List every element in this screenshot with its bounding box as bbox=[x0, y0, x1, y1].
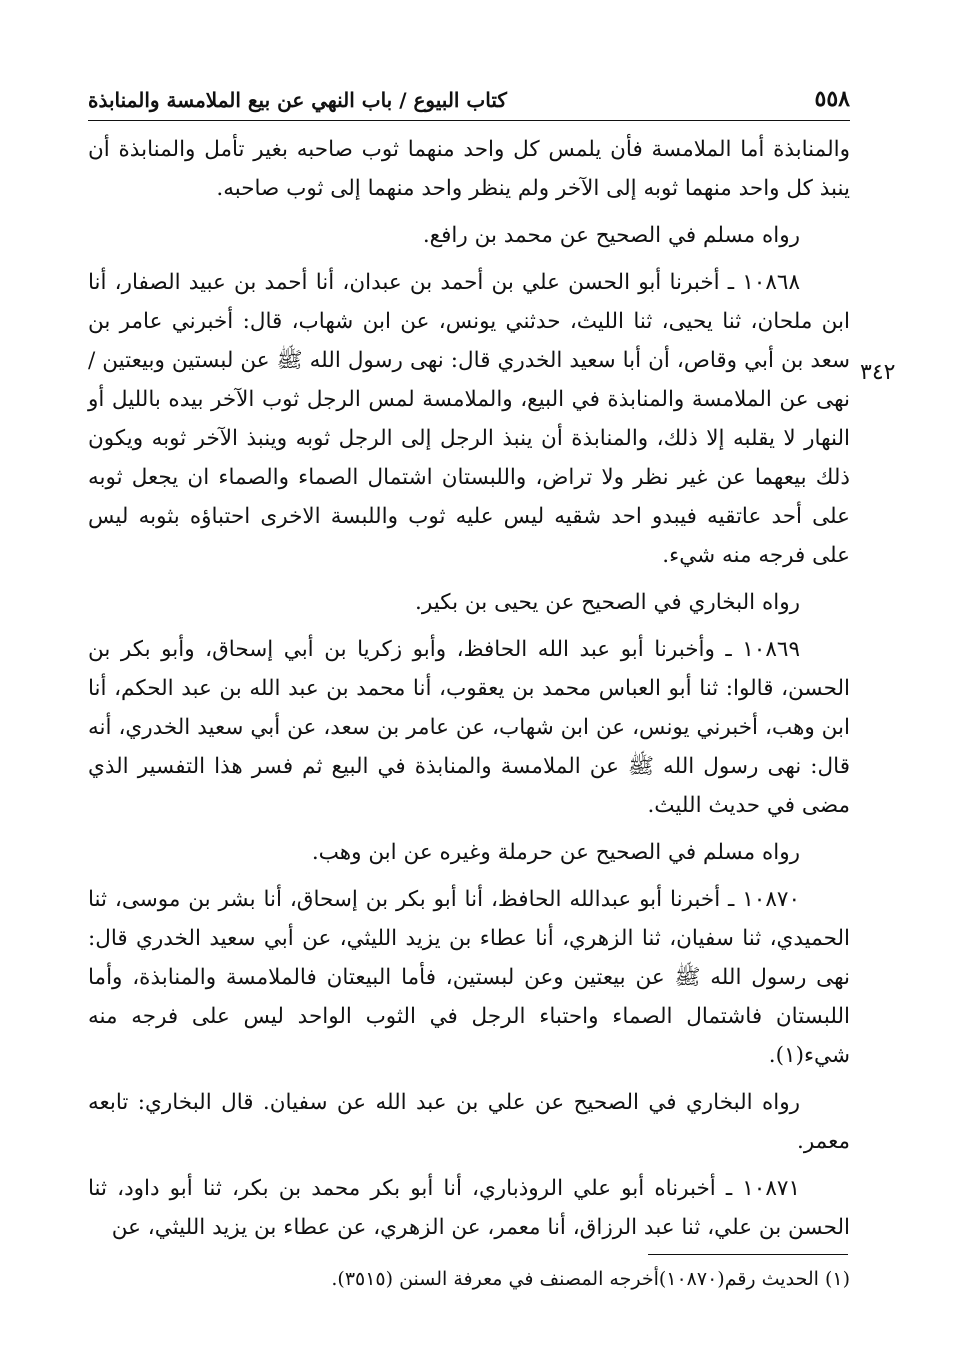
narration-note: رواه البخاري في الصحيح عن يحيى بن بكير. bbox=[415, 590, 800, 615]
main-text bbox=[88, 130, 850, 1255]
hadith-10868: ١٠٨٦٨ ـ أخبرنا أبو الحسن علي بن أحمد بن عبدان، أنا أحمد بن عبيد الصفار، أنا ابن ملحان، ثنا يحيى، ثنا الليث، حدثني يونس، عن ابن شهاب، قال: أخبرني عامر بن سعد بن أبي وقاص، أن أبا سعيد الخدري قال: نهى رسول الله ﷺ عن لبستين وبيعتين / نهى عن الملامسة والمنابذة في البيع، والملامسة لمس الرجل ثوب الآخر بيده بالليل أو النهار لا يقلبه إلا ذلك، والمنابذة أن ينبذ الرجل إلى الرجل ثوبه وينبذ الآخر ثوبه ويكون ذلك بيعهما عن غير نظر ولا تراض، واللبستان اشتمال الصماء والصماء ان يجعل ثوبه على أحد عاتقيه فيبدو احد شقيه ليس عليه ثوب واللبسة الاخرى احتباؤه بثوبه ليس على فرجه منه شيء. bbox=[88, 270, 850, 568]
narration-note: رواه البخاري في الصحيح عن علي بن عبد الله عن سفيان. قال البخاري: تابعه معمر. bbox=[88, 1090, 850, 1154]
running-title: كتاب البيوع / باب النهي عن بيع الملامسة والمنابذة bbox=[88, 88, 507, 112]
paragraph: والمنابذة أما الملامسة فأن يلمس كل واحد منهما ثوب صاحبه بغير تأمل والمنابذة أن ينبذ كل واحد منهما ثوبه إلى الآخر ولم ينظر واحد منهما إلى ثوب صاحبه. bbox=[88, 137, 850, 201]
narration-note: رواه مسلم في الصحيح عن محمد بن رافع. bbox=[422, 223, 800, 248]
hadith-10871: ١٠٨٧١ ـ أخبرناه أبو علي الروذباري، أنا أبو بكر محمد بن بكر، ثنا أبو داود، ثنا الحسن بن علي، ثنا عبد الرزاق، أنا معمر، عن الزهري، عن عطاء بن يزيد الليثي، عن bbox=[88, 1176, 850, 1240]
margin-page-marker: ٣٤٢ bbox=[860, 360, 896, 385]
page-number: ٥٥٨ bbox=[814, 86, 850, 112]
footnote-divider bbox=[648, 1254, 848, 1255]
page-header bbox=[88, 84, 850, 121]
narration-note: رواه مسلم في الصحيح عن حرملة وغيره عن ابن وهب. bbox=[311, 840, 800, 865]
hadith-10869: ١٠٨٦٩ ـ وأخبرنا أبو عبد الله الحافظ، وأبو زكريا بن أبي إسحاق، وأبو بكر بن الحسن، قالوا: ثنا أبو العباس محمد بن يعقوب، أنا محمد بن عبد الله بن عبد الحكم، أنا ابن وهب، أخبرني يونس، عن ابن شهاب، عن عامر بن سعد، عن أبي سعيد الخدري، أنه قال: نهى رسول الله ﷺ عن الملامسة والمنابذة في البيع ثم فسر هذا التفسير الذي مضى في حديث الليث. bbox=[88, 637, 850, 818]
hadith-10870: ١٠٨٧٠ ـ أخبرنا أبو عبدالله الحافظ، أنا أبو بكر بن إسحاق، أنا بشر بن موسى، ثنا الحميدي، ثنا سفيان، ثنا الزهري، أنا عطاء بن يزيد الليثي، عن أبي سعيد الخدري قال: نهى رسول الله ﷺ عن بيعتين وعن لبستين، فأما البيعتان فالملامسة والمنابذة، وأما اللبستان فاشتمال الصماء واحتباء الرجل في الثوب الواحد ليس على فرجه منه شيء(١). bbox=[88, 887, 850, 1068]
footnote: (١) الحديث رقم(١٠٨٧٠)أخرجه المصنف في معرفة السنن (٣٥١٥). bbox=[331, 1268, 850, 1290]
